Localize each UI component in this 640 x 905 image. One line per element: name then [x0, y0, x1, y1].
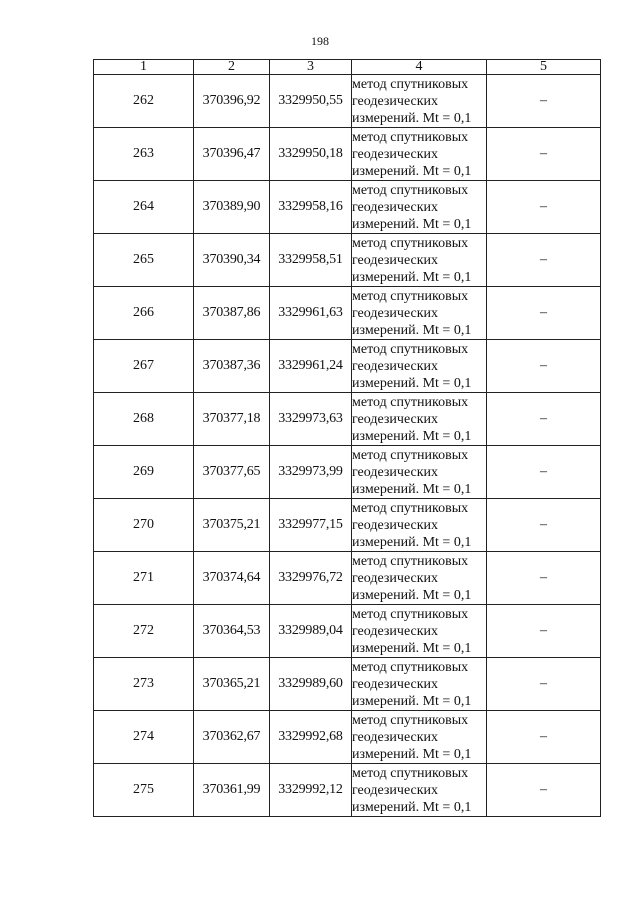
y-coordinate-cell: 3329992,12: [270, 764, 352, 817]
method-line: метод спутниковых: [352, 341, 469, 357]
point-number-cell: 273: [94, 658, 194, 711]
note-cell: –: [487, 658, 601, 711]
y-coordinate-cell: 3329961,63: [270, 287, 352, 340]
table-body: [94, 75, 601, 817]
method-cell: [352, 75, 487, 128]
point-number-cell: 269: [94, 446, 194, 499]
note-cell: –: [487, 234, 601, 287]
method-cell: [352, 552, 487, 605]
method-cell: [352, 340, 487, 393]
point-number-cell: 267: [94, 340, 194, 393]
table-row: [94, 764, 601, 817]
note-cell: –: [487, 499, 601, 552]
method-line: метод спутниковых: [352, 394, 469, 410]
y-coordinate-cell: 3329989,60: [270, 658, 352, 711]
table-row: [94, 181, 601, 234]
note-cell: –: [487, 764, 601, 817]
header-col-2: 2: [194, 60, 270, 75]
y-coordinate-cell: 3329989,04: [270, 605, 352, 658]
method-line: метод спутниковых: [352, 76, 469, 92]
x-coordinate-cell: 370374,64: [194, 552, 270, 605]
method-line: метод спутниковых: [352, 553, 469, 569]
note-cell: –: [487, 181, 601, 234]
method-line: измерений. Mt = 0,1: [352, 481, 472, 497]
header-col-4: 4: [352, 60, 487, 75]
method-cell: [352, 605, 487, 658]
method-line: геодезических: [352, 464, 439, 480]
table-row: [94, 287, 601, 340]
x-coordinate-cell: 370396,92: [194, 75, 270, 128]
method-line: измерений. Mt = 0,1: [352, 640, 472, 656]
header-col-5: 5: [487, 60, 601, 75]
method-line: измерений. Mt = 0,1: [352, 163, 472, 179]
method-cell: [352, 128, 487, 181]
method-line: измерений. Mt = 0,1: [352, 799, 472, 815]
method-line: метод спутниковых: [352, 606, 469, 622]
method-cell: [352, 711, 487, 764]
note-cell: –: [487, 340, 601, 393]
method-line: измерений. Mt = 0,1: [352, 322, 472, 338]
y-coordinate-cell: 3329973,63: [270, 393, 352, 446]
table-header: [94, 60, 601, 75]
note-cell: –: [487, 75, 601, 128]
point-number-cell: 263: [94, 128, 194, 181]
coordinates-table: [93, 59, 601, 817]
x-coordinate-cell: 370377,65: [194, 446, 270, 499]
method-line: геодезических: [352, 358, 439, 374]
method-line: измерений. Mt = 0,1: [352, 746, 472, 762]
method-line: геодезических: [352, 305, 439, 321]
table-row: [94, 393, 601, 446]
y-coordinate-cell: 3329973,99: [270, 446, 352, 499]
method-cell: [352, 393, 487, 446]
method-line: геодезических: [352, 623, 439, 639]
table-row: [94, 605, 601, 658]
method-line: метод спутниковых: [352, 235, 469, 251]
method-line: измерений. Mt = 0,1: [352, 216, 472, 232]
method-line: измерений. Mt = 0,1: [352, 110, 472, 126]
method-line: метод спутниковых: [352, 288, 469, 304]
x-coordinate-cell: 370364,53: [194, 605, 270, 658]
x-coordinate-cell: 370361,99: [194, 764, 270, 817]
x-coordinate-cell: 370377,18: [194, 393, 270, 446]
point-number-cell: 275: [94, 764, 194, 817]
table-row: [94, 128, 601, 181]
point-number-cell: 262: [94, 75, 194, 128]
note-cell: –: [487, 446, 601, 499]
method-line: геодезических: [352, 93, 439, 109]
header-row: [94, 60, 601, 75]
x-coordinate-cell: 370365,21: [194, 658, 270, 711]
method-line: геодезических: [352, 146, 439, 162]
point-number-cell: 271: [94, 552, 194, 605]
method-line: геодезических: [352, 411, 439, 427]
point-number-cell: 265: [94, 234, 194, 287]
point-number-cell: 272: [94, 605, 194, 658]
x-coordinate-cell: 370390,34: [194, 234, 270, 287]
method-line: измерений. Mt = 0,1: [352, 428, 472, 444]
method-line: метод спутниковых: [352, 659, 469, 675]
table-row: [94, 234, 601, 287]
table-row: [94, 340, 601, 393]
point-number-cell: 266: [94, 287, 194, 340]
y-coordinate-cell: 3329992,68: [270, 711, 352, 764]
method-line: метод спутниковых: [352, 129, 469, 145]
note-cell: –: [487, 711, 601, 764]
y-coordinate-cell: 3329958,51: [270, 234, 352, 287]
method-line: геодезических: [352, 676, 439, 692]
y-coordinate-cell: 3329950,18: [270, 128, 352, 181]
header-col-3: 3: [270, 60, 352, 75]
method-line: метод спутниковых: [352, 447, 469, 463]
method-line: метод спутниковых: [352, 500, 469, 516]
method-line: геодезических: [352, 570, 439, 586]
method-line: измерений. Mt = 0,1: [352, 587, 472, 603]
x-coordinate-cell: 370362,67: [194, 711, 270, 764]
method-line: геодезических: [352, 199, 439, 215]
method-line: измерений. Mt = 0,1: [352, 534, 472, 550]
page-number: 198: [311, 34, 329, 48]
table-row: [94, 75, 601, 128]
x-coordinate-cell: 370396,47: [194, 128, 270, 181]
point-number-cell: 270: [94, 499, 194, 552]
y-coordinate-cell: 3329977,15: [270, 499, 352, 552]
method-cell: [352, 181, 487, 234]
note-cell: –: [487, 605, 601, 658]
note-cell: –: [487, 287, 601, 340]
method-line: метод спутниковых: [352, 182, 469, 198]
method-cell: [352, 499, 487, 552]
method-line: геодезических: [352, 729, 439, 745]
method-cell: [352, 234, 487, 287]
header-col-1: 1: [94, 60, 194, 75]
method-line: геодезических: [352, 252, 439, 268]
y-coordinate-cell: 3329976,72: [270, 552, 352, 605]
method-cell: [352, 658, 487, 711]
table-row: [94, 499, 601, 552]
table-row: [94, 658, 601, 711]
method-line: метод спутниковых: [352, 712, 469, 728]
x-coordinate-cell: 370375,21: [194, 499, 270, 552]
table-row: [94, 446, 601, 499]
method-line: геодезических: [352, 517, 439, 533]
table-row: [94, 711, 601, 764]
point-number-cell: 268: [94, 393, 194, 446]
method-cell: [352, 764, 487, 817]
method-line: измерений. Mt = 0,1: [352, 269, 472, 285]
method-line: метод спутниковых: [352, 765, 469, 781]
y-coordinate-cell: 3329961,24: [270, 340, 352, 393]
y-coordinate-cell: 3329958,16: [270, 181, 352, 234]
method-cell: [352, 446, 487, 499]
x-coordinate-cell: 370387,86: [194, 287, 270, 340]
note-cell: –: [487, 393, 601, 446]
note-cell: –: [487, 128, 601, 181]
method-line: измерений. Mt = 0,1: [352, 375, 472, 391]
method-line: геодезических: [352, 782, 439, 798]
table-row: [94, 552, 601, 605]
method-cell: [352, 287, 487, 340]
x-coordinate-cell: 370389,90: [194, 181, 270, 234]
note-cell: –: [487, 552, 601, 605]
point-number-cell: 274: [94, 711, 194, 764]
x-coordinate-cell: 370387,36: [194, 340, 270, 393]
method-line: измерений. Mt = 0,1: [352, 693, 472, 709]
y-coordinate-cell: 3329950,55: [270, 75, 352, 128]
point-number-cell: 264: [94, 181, 194, 234]
